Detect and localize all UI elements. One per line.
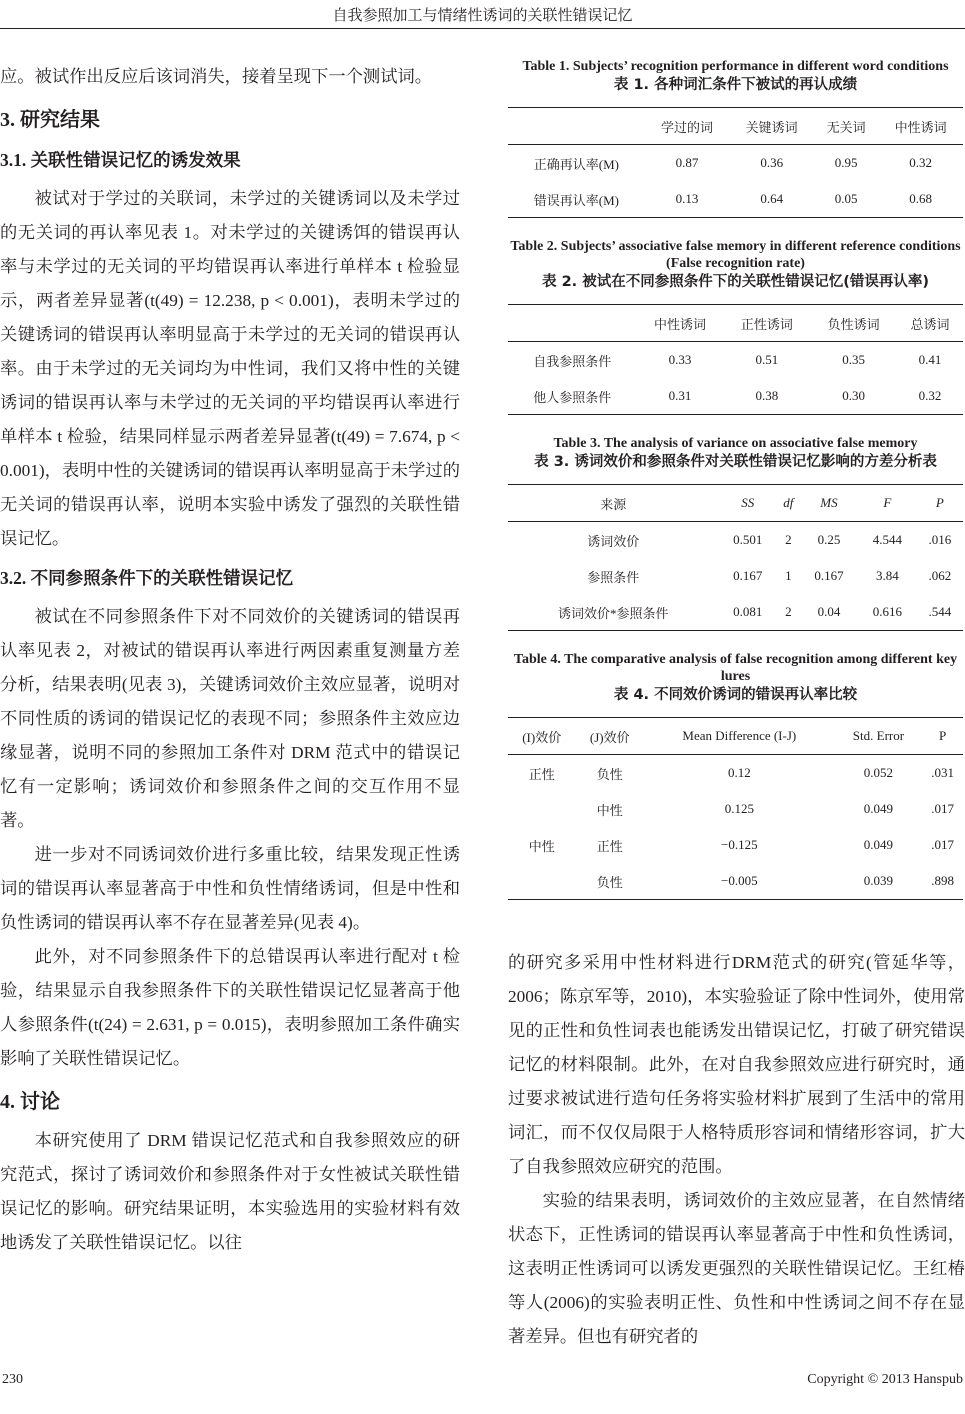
- cell: 0.35: [842, 352, 866, 367]
- table-header: 中性诱词: [654, 316, 707, 332]
- cell: 0.32: [918, 388, 942, 403]
- table-caption: Table 3. The analysis of variance on associative false memory: [553, 436, 918, 451]
- cell: 0.32: [909, 155, 933, 170]
- cell: 0.64: [760, 191, 784, 206]
- table-header: Mean Difference (I-J): [682, 728, 797, 743]
- table-caption: Table 2. Subjects’ associative false memory in different reference conditions (False recognition rate): [510, 239, 961, 271]
- cell: .898: [931, 873, 954, 888]
- cell: 0.31: [668, 388, 692, 403]
- cell: 0.052: [863, 765, 894, 780]
- table-row: [508, 755, 963, 792]
- table-row: [508, 145, 963, 182]
- cell: 0.30: [842, 388, 866, 403]
- table-header: 总诱词: [910, 316, 950, 332]
- left-column: [0, 60, 460, 1260]
- cell: 1: [785, 568, 792, 583]
- table-caption-zh: 表 3. 诱词效价和参照条件对关联性错误记忆影响的方差分析表: [534, 454, 937, 470]
- table-row: [508, 378, 963, 415]
- table-row: [508, 863, 963, 900]
- paragraph: 被试对于学过的关联词，未学过的关键诱词以及未学过的无关词的再认率见表 1。对未学过的关键诱饵的错误再认率与未学过的无关词的平均错误再认率进行单样本 t 检验显示，两者差异显著(t(49) = 12.238, p < 0.001)，表明未学过的关键诱词的错误再认率明显高于未学过的无关词的错误再认率。由于未学过的无关词均为中性词，我们又将中性的关键诱词的错误再认率与未学过的无关词的平均错误再认率进行单样本 t 检验，结果同样显示两者差异显著(t(49) = 7.674, p < 0.001)，表明中性的关键诱词的错误再认率明显高于未学过的无关词的错误再认率，说明本实验中诱发了强烈的关联性错误记忆。: [0, 189, 460, 548]
- cell: 3.84: [876, 568, 899, 583]
- cell: 0.049: [863, 837, 894, 852]
- table-header: [508, 305, 637, 342]
- cell: 0.616: [872, 604, 903, 619]
- cell: .017: [931, 801, 954, 816]
- cell: 正性: [528, 766, 555, 782]
- table-caption: Table 1. Subjects’ recognition performance in different word conditions: [522, 59, 949, 74]
- section-heading: 4. 讨论: [0, 1091, 60, 1113]
- table-1: [508, 107, 963, 218]
- cell: 0.167: [814, 568, 844, 583]
- subsection-heading: 3.1. 关联性错误记忆的诱发效果: [0, 150, 241, 170]
- table-header: (I)效价: [522, 729, 562, 745]
- section-heading: 3. 研究结果: [0, 109, 100, 131]
- table-header: [508, 108, 645, 145]
- cell: .544: [928, 604, 952, 619]
- table-header: P: [935, 495, 944, 510]
- cell: 0.049: [863, 801, 894, 816]
- table-header: F: [883, 495, 892, 510]
- table-header: 正性诱词: [740, 316, 793, 332]
- cell: 自我参照条件: [533, 353, 612, 369]
- cell: 0.33: [668, 352, 692, 367]
- table-4: [508, 717, 963, 900]
- cell: 0.125: [724, 801, 754, 816]
- cell: 参照条件: [587, 569, 640, 585]
- cell: 0.501: [733, 532, 763, 547]
- cell: 0.13: [675, 191, 699, 206]
- cell: 中性: [528, 838, 555, 854]
- table-header: 来源: [600, 496, 627, 512]
- cell: 2: [785, 604, 792, 619]
- right-column: [508, 946, 965, 1354]
- table-row: [508, 558, 963, 594]
- cell: .017: [931, 837, 954, 852]
- running-header: 自我参照加工与情绪性诱词的关联性错误记忆: [332, 8, 633, 24]
- table-row: [508, 342, 963, 379]
- cell: [508, 863, 575, 900]
- cell: 他人参照条件: [533, 389, 612, 405]
- cell: 2: [785, 532, 792, 547]
- table-caption-zh: 表 1. 各种词汇条件下被试的再认成绩: [613, 77, 858, 93]
- paragraph: 应。被试作出反应后该词消失，接着呈现下一个测试词。: [0, 67, 433, 86]
- cell: 0.12: [727, 765, 751, 780]
- table-header: SS: [741, 495, 755, 510]
- table-2: [508, 304, 963, 415]
- paragraph: 此外，对不同参照条件下的总错误再认率进行配对 t 检验，结果显示自我参照条件下的关联性错误记忆显著高于他人参照条件(t(24) = 2.631, p = 0.015)，表明参照加工条件确实影响了关联性错误记忆。: [0, 947, 460, 1068]
- table-header: df: [783, 495, 794, 510]
- header-rule: [0, 28, 965, 29]
- cell: 中性: [596, 802, 623, 818]
- table-row: [508, 827, 963, 863]
- cell: 0.51: [755, 352, 779, 367]
- cell: .031: [931, 765, 954, 780]
- cell: 4.544: [872, 532, 903, 547]
- cell: 0.36: [760, 155, 784, 170]
- cell: 0.87: [675, 155, 699, 170]
- cell: 0.41: [918, 352, 942, 367]
- table-caption-zh: 表 4. 不同效价诱词的错误再认率比较: [613, 687, 858, 703]
- table-caption-zh: 表 2. 被试在不同参照条件下的关联性错误记忆(错误再认率): [542, 274, 929, 290]
- paragraph: 被试在不同参照条件下对不同效价的关键诱词的错误再认率见表 2，对被试的错误再认率进行两因素重复测量方差分析，结果表明(见表 3)，关键诱词效价主效应显著，说明对不同性质的诱词的错误记忆的表现不同；参照条件主效应边缘显著，说明不同的参照加工条件对 DRM 范式中的错误记忆有一定影响；诱词效价和参照条件之间的交互作用不显著。: [0, 607, 460, 830]
- cell: −0.125: [721, 837, 758, 852]
- cell: 错误再认率(M): [533, 192, 619, 208]
- cell: 0.04: [817, 604, 841, 619]
- paragraph: 的研究多采用中性材料进行DRM范式的研究(管延华等，2006；陈京军等，2010)，本实验验证了除中性词外，使用常见的正性和负性词表也能诱发出错误记忆，打破了研究错误记忆的材料限制。此外，在对自我参照效应进行研究时，通过要求被试进行造句任务将实验材料扩展到了生活中的常用词汇，而不仅仅局限于人格特质形容词和情绪形容词，扩大了自我参照效应研究的范围。: [508, 953, 965, 1176]
- cell: 负性: [596, 874, 623, 890]
- table-row: [508, 594, 963, 631]
- cell: −0.005: [721, 873, 758, 888]
- table-header: 关键诱词: [745, 119, 798, 135]
- table-header: MS: [820, 495, 838, 510]
- cell: .062: [928, 568, 952, 583]
- cell: 诱词效价: [587, 533, 640, 549]
- page-number: 230: [2, 1372, 23, 1387]
- table-header: 负性诱词: [827, 316, 880, 332]
- table-header: 无关词: [826, 119, 866, 135]
- cell: 正性: [596, 838, 623, 854]
- cell: 0.25: [817, 532, 841, 547]
- cell: .016: [928, 532, 952, 547]
- cell: 0.167: [733, 568, 763, 583]
- table-row: [508, 791, 963, 827]
- subsection-heading: 3.2. 不同参照条件下的关联性错误记忆: [0, 568, 294, 588]
- cell: 0.039: [863, 873, 894, 888]
- cell: 0.95: [834, 155, 858, 170]
- table-caption: Table 4. The comparative analysis of false recognition among different key lures: [513, 652, 958, 684]
- table-row: [508, 522, 963, 559]
- table-header: Std. Error: [852, 728, 905, 743]
- tables-area: [508, 58, 963, 920]
- paragraph: 实验的结果表明，诱词效价的主效应显著，在自然情绪状态下，正性诱词的错误再认率显著高于中性和负性诱词，这表明正性诱词可以诱发更强烈的关联性错误记忆。王红椿等人(2006)的实验表明正性、负性和中性诱词之间不存在显著差异。但也有研究者的: [508, 1191, 965, 1346]
- cell: 0.68: [909, 191, 933, 206]
- cell: 正确再认率(M): [533, 156, 619, 172]
- cell: 0.05: [834, 191, 858, 206]
- cell: 0.38: [755, 388, 779, 403]
- copyright: Copyright © 2013 Hanspub: [807, 1372, 963, 1387]
- cell: [508, 791, 575, 827]
- cell: 负性: [596, 766, 623, 782]
- table-header: P: [939, 728, 947, 743]
- table-header: 学过的词: [661, 119, 714, 135]
- paragraph: 进一步对不同诱词效价进行多重比较，结果发现正性诱词的错误再认率显著高于中性和负性情绪诱词，但是中性和负性诱词的错误再认率不存在显著差异(见表 4)。: [0, 845, 460, 932]
- table-3: [508, 484, 963, 631]
- table-header: (J)效价: [589, 729, 630, 745]
- table-row: [508, 181, 963, 218]
- paragraph: 本研究使用了 DRM 错误记忆范式和自我参照效应的研究范式，探讨了诱词效价和参照条件对于女性被试关联性错误记忆的影响。研究结果证明，本实验选用的实验材料有效地诱发了关联性错误记忆。以往: [0, 1131, 460, 1252]
- table-header: 中性诱词: [894, 119, 947, 135]
- cell: 诱词效价*参照条件: [558, 605, 669, 621]
- cell: 0.081: [733, 604, 763, 619]
